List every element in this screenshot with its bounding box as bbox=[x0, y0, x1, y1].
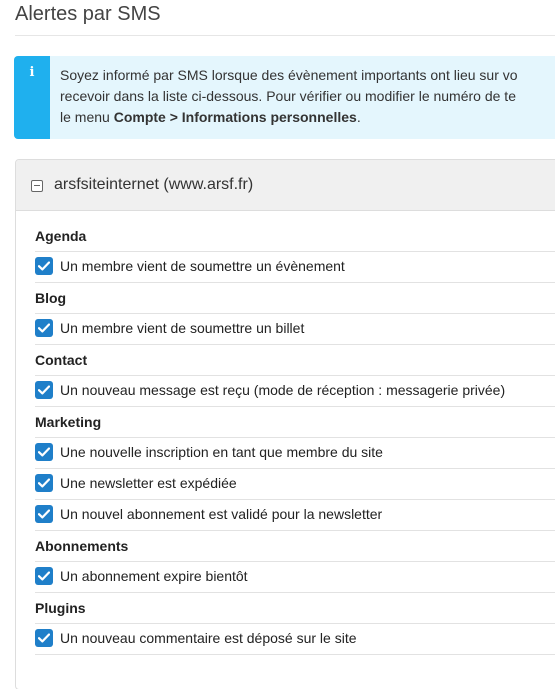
checkbox-checked[interactable] bbox=[35, 505, 53, 523]
checkmark-icon bbox=[38, 385, 50, 395]
info-alert-text bbox=[60, 65, 555, 128]
info-line-3 bbox=[60, 107, 555, 128]
info-line-1: Soyez informé par SMS lorsque des évènement importants ont lieu sur vo bbox=[60, 67, 518, 83]
checkbox-checked[interactable] bbox=[35, 319, 53, 337]
row-divider bbox=[35, 406, 555, 407]
alert-option-label: Un nouvel abonnement est validé pour la newsletter bbox=[60, 506, 383, 522]
checkmark-icon bbox=[38, 633, 50, 643]
checkbox-checked[interactable] bbox=[35, 443, 53, 461]
checkmark-icon bbox=[38, 509, 50, 519]
alert-option-label: Une nouvelle inscription en tant que membre du site bbox=[60, 444, 383, 460]
category-title: Agenda bbox=[35, 228, 87, 244]
alert-option[interactable] bbox=[35, 561, 555, 591]
alert-option[interactable] bbox=[35, 623, 555, 653]
category-title: Plugins bbox=[35, 600, 86, 616]
checkbox-checked[interactable] bbox=[35, 567, 53, 585]
account-menu-path: Compte > Informations personnelles bbox=[113, 109, 357, 125]
checkbox-checked[interactable] bbox=[35, 257, 53, 275]
page-title: Alertes par SMS bbox=[15, 3, 161, 25]
row-divider bbox=[35, 654, 555, 655]
alert-option-label: Un abonnement expire bientôt bbox=[60, 568, 248, 584]
site-name: arsfsiteinternet (www.arsf.fr) bbox=[54, 176, 254, 193]
checkmark-icon bbox=[38, 571, 50, 581]
alert-option[interactable] bbox=[35, 313, 555, 343]
checkbox-checked[interactable] bbox=[35, 629, 53, 647]
title-divider bbox=[15, 35, 555, 36]
site-alerts-panel bbox=[15, 159, 555, 689]
row-divider bbox=[35, 282, 555, 283]
info-line-2: recevoir dans la liste ci-dessous. Pour vérifier ou modifier le numéro de te bbox=[60, 88, 516, 104]
alert-option-label: Une newsletter est expédiée bbox=[60, 475, 237, 491]
row-divider bbox=[35, 344, 555, 345]
category-title: Abonnements bbox=[35, 538, 129, 554]
alert-option-label: Un nouveau message est reçu (mode de réception : messagerie privée) bbox=[60, 382, 506, 398]
alert-option[interactable] bbox=[35, 468, 555, 498]
category-title: Contact bbox=[35, 352, 88, 368]
alert-option[interactable] bbox=[35, 251, 555, 281]
alert-option-label: Un membre vient de soumettre un évènement bbox=[60, 258, 345, 274]
checkbox-checked[interactable] bbox=[35, 381, 53, 399]
checkmark-icon bbox=[38, 261, 50, 271]
alert-option-label: Un nouveau commentaire est déposé sur le site bbox=[60, 630, 357, 646]
alert-option[interactable] bbox=[35, 375, 555, 405]
panel-header[interactable] bbox=[16, 160, 555, 211]
category-title: Blog bbox=[35, 290, 67, 306]
info-icon: i bbox=[29, 65, 35, 80]
minus-square-icon[interactable] bbox=[31, 180, 43, 192]
checkmark-icon bbox=[38, 323, 50, 333]
info-line-3-suffix: . bbox=[356, 109, 361, 125]
checkbox-checked[interactable] bbox=[35, 474, 53, 492]
info-line-3-prefix: le menu bbox=[60, 109, 114, 125]
alert-option[interactable] bbox=[35, 499, 555, 529]
alert-option-label: Un membre vient de soumettre un billet bbox=[60, 320, 305, 336]
category-title: Marketing bbox=[35, 414, 102, 430]
info-alert bbox=[14, 56, 555, 139]
alert-option[interactable] bbox=[35, 437, 555, 467]
checkmark-icon bbox=[38, 447, 50, 457]
row-divider bbox=[35, 592, 555, 593]
checkmark-icon bbox=[38, 478, 50, 488]
